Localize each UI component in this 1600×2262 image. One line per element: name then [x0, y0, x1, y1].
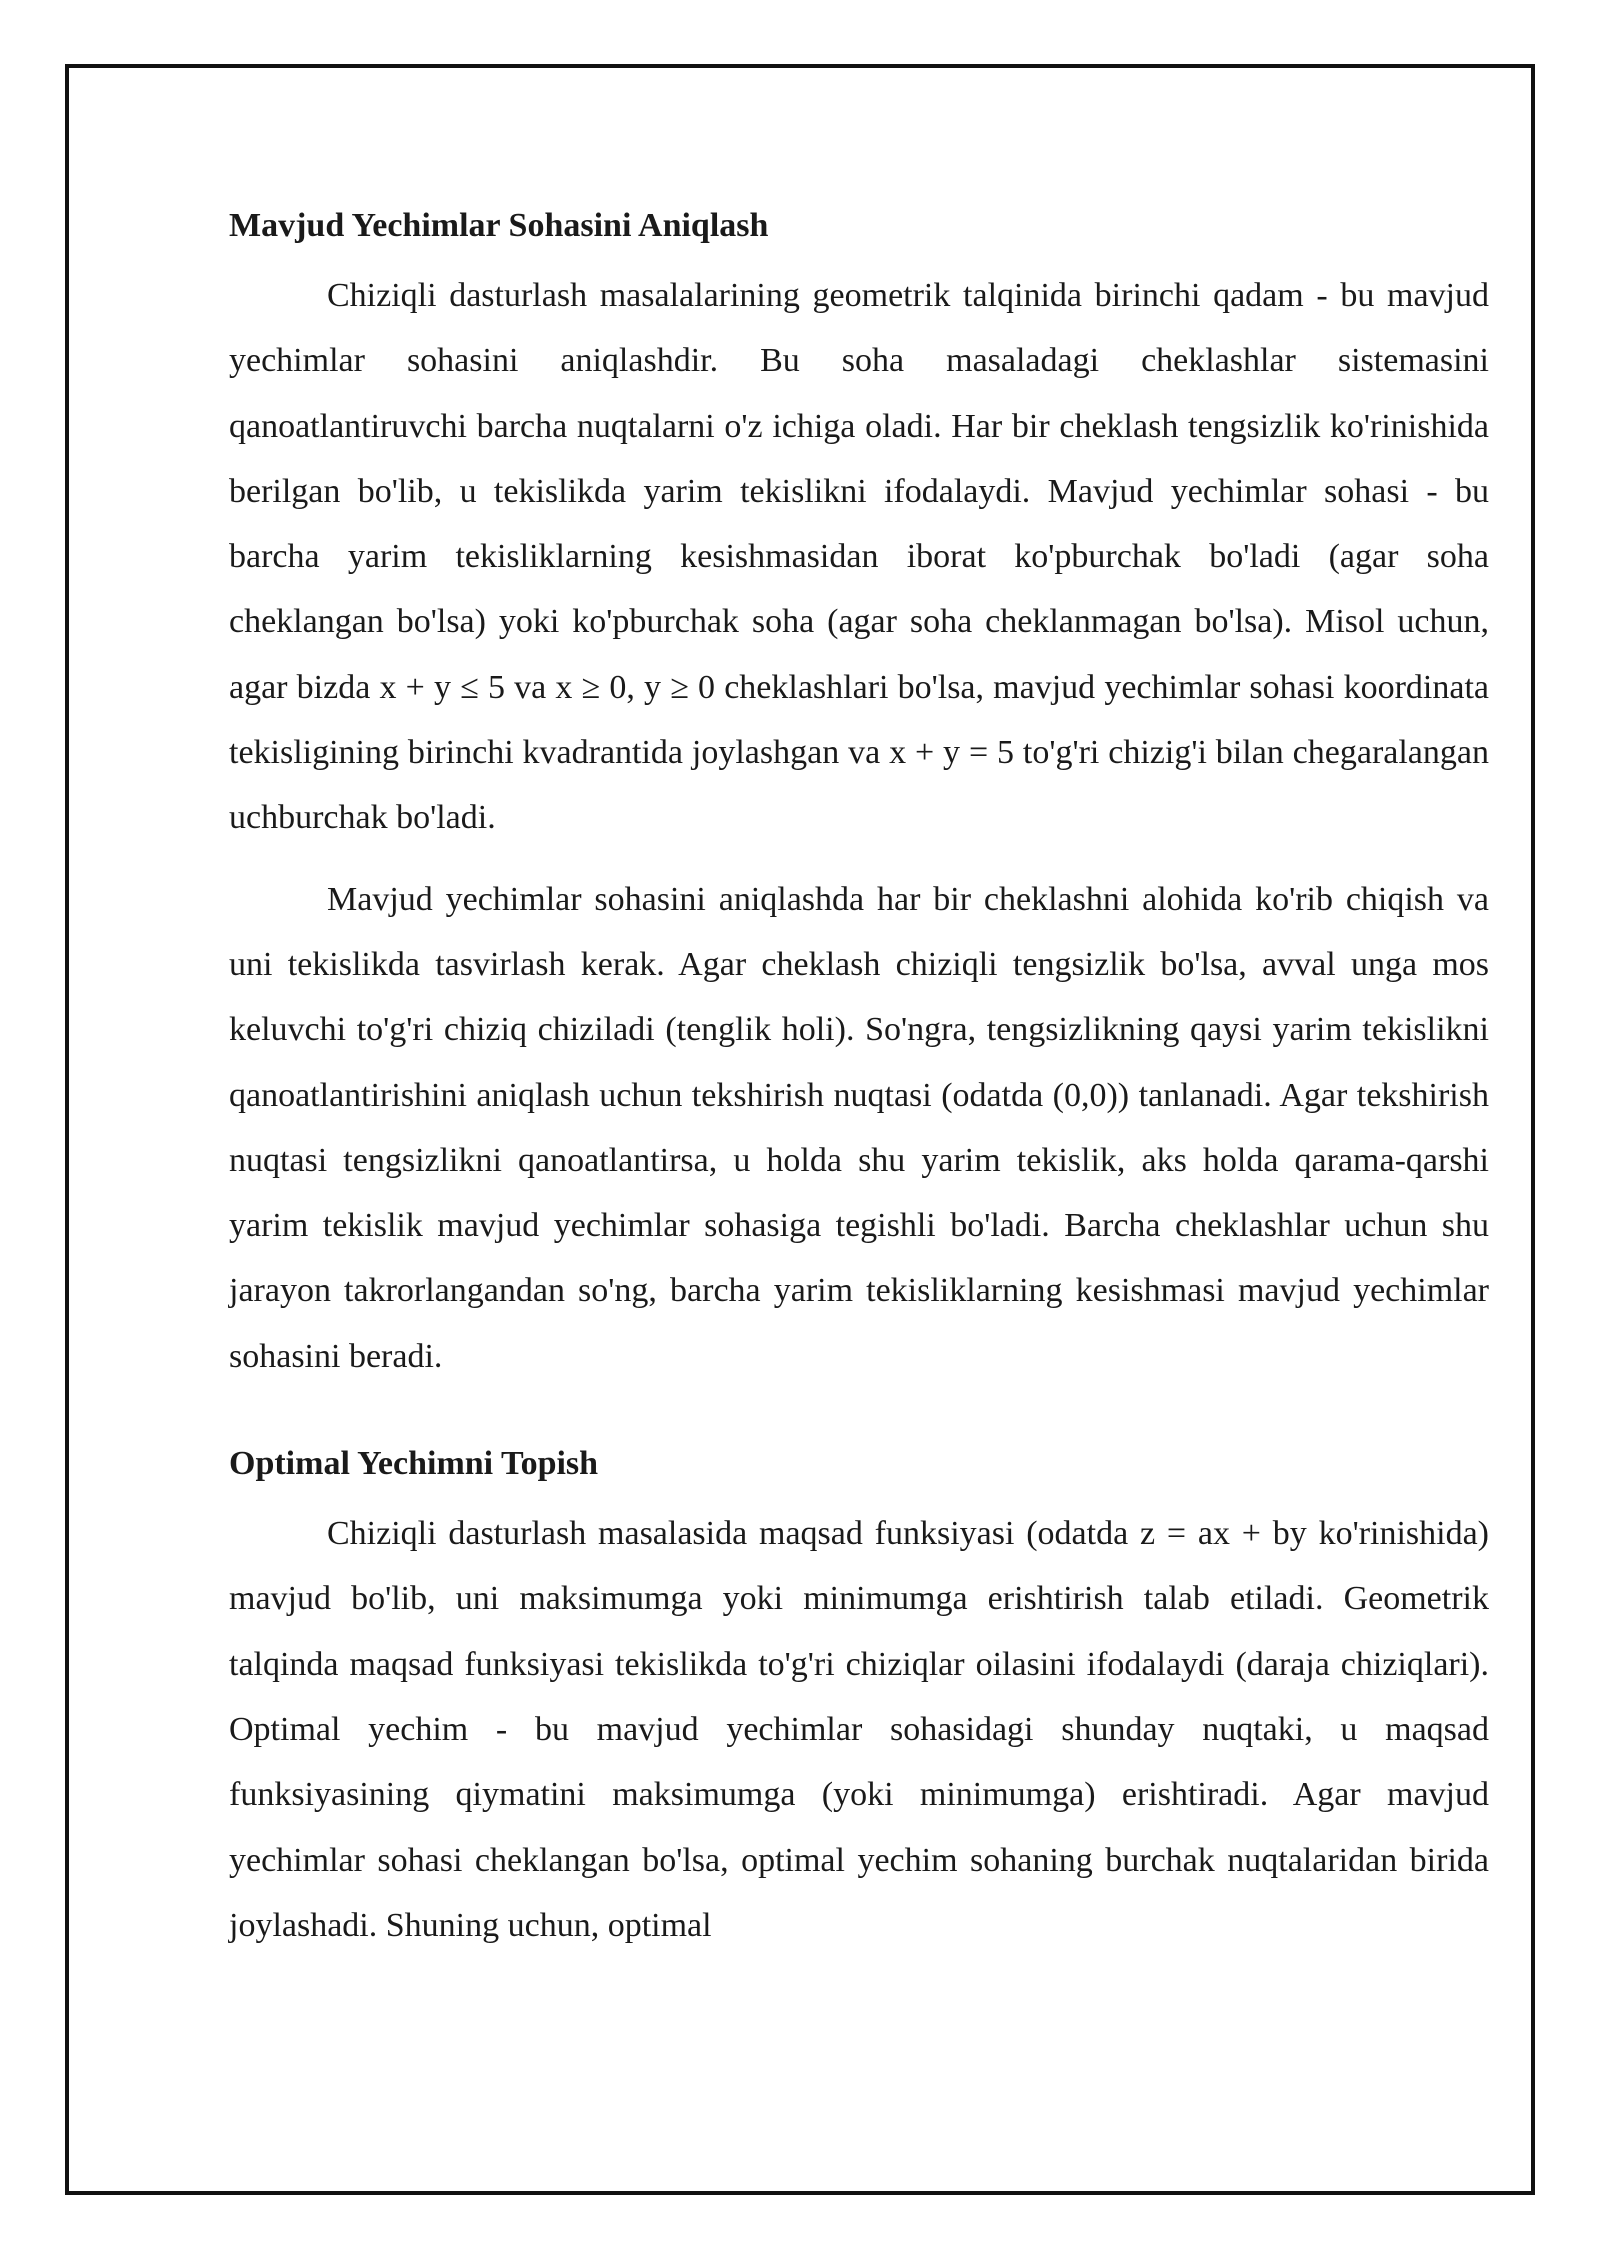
paragraph-optimal-solution: Chiziqli dasturlash masalasida maqsad funksiyasi (odatda z = ax + by ko'rinishida) mavjud bo'lib, uni maksimumga yoki minimumga erishtirish talab etiladi. Geometrik talqinda maqsad funksiyasi tekislikda to'g'ri chiziqlar oilasini ifodalaydi (daraja chiziqlari). Optimal yechim - bu mavjud yechimlar sohasidagi shunday nuqtaki, u maqsad funksiyasining qiymatini maksimumga (yoki minimumga) erishtiradi. Agar mavjud yechimlar sohasi cheklangan bo'lsa, optimal yechim sohaning burchak nuqtalaridan birida joylashadi. Shuning uchun, optimal	[229, 1515, 1489, 1944]
section-heading-optimal-solution: Optimal Yechimni Topish	[229, 1445, 599, 1483]
paragraph-feasible-region-definition: Chiziqli dasturlash masalalarining geometrik talqinida birinchi qadam - bu mavjud yechimlar sohasini aniqlashdir. Bu soha masaladagi cheklashlar sistemasini qanoatlantiruvchi barcha nuqtalarni o'z ichiga oladi. Har bir cheklash tengsizlik ko'rinishida berilgan bo'lib, u tekislikda yarim tekislikni ifodalaydi. Mavjud yechimlar sohasi - bu barcha yarim tekisliklarning kesishmasidan iborat ko'pburchak bo'ladi (agar soha cheklangan bo'lsa) yoki ko'pburchak soha (agar soha cheklanmagan bo'lsa). Misol uchun, agar bizda x + y ≤ 5 va x ≥ 0, y ≥ 0 cheklashlari bo'lsa, mavjud yechimlar sohasi koordinata tekisligining birinchi kvadrantida joylashgan va x + y = 5 to'g'ri chizig'i bilan chegaralangan uchburchak bo'ladi.	[229, 277, 1489, 837]
paragraph-feasible-region-procedure: Mavjud yechimlar sohasini aniqlashda har bir cheklashni alohida ko'rib chiqish va uni tekislikda tasvirlash kerak. Agar cheklash chiziqli tengsizlik bo'lsa, avval unga mos keluvchi to'g'ri chiziq chiziladi (tenglik holi). So'ngra, tengsizlikning qaysi yarim tekislikni qanoatlantirishini aniqlash uchun tekshirish nuqtasi (odatda (0,0)) tanlanadi. Agar tekshirish nuqtasi tengsizlikni qanoatlantirsa, u holda shu yarim tekislik, aks holda qarama-qarshi yarim tekislik mavjud yechimlar sohasiga tegishli bo'ladi. Barcha cheklashlar uchun shu jarayon takrorlangandan so'ng, barcha yarim tekisliklarning kesishmasi mavjud yechimlar sohasini beradi.	[229, 880, 1489, 1375]
section-heading-feasible-region: Mavjud Yechimlar Sohasini Aniqlash	[229, 207, 769, 244]
document-body	[229, 195, 1489, 1974]
